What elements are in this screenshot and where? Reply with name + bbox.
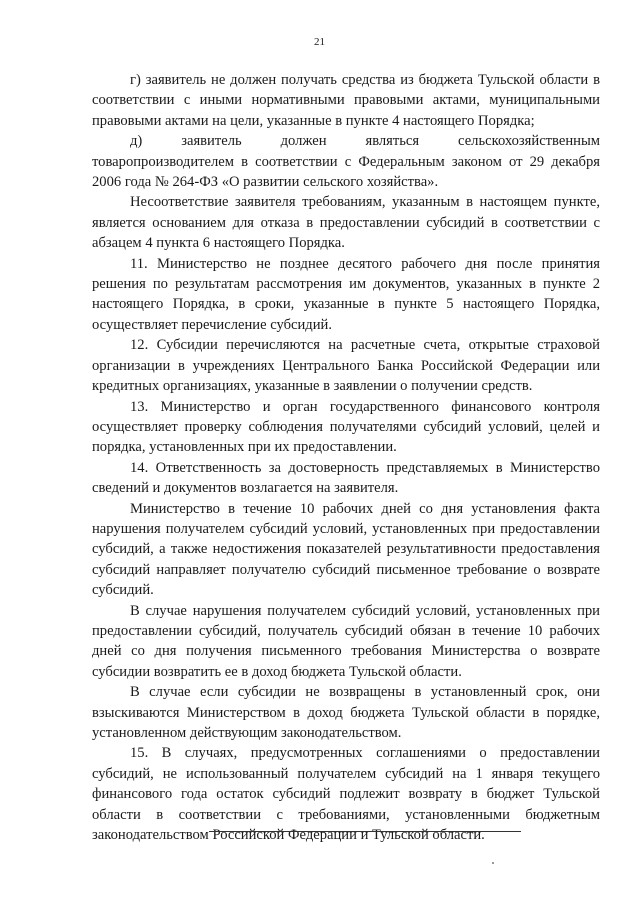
paragraph-12: 12. Субсидии перечисляются на расчетные счета, открытые страховой организации в учреждениях Центрального Банка Российской Федерации или кредитных организациях, указанные в заявлении о получении средств.	[92, 337, 600, 395]
paragraph-d: д) заявитель должен являться сельскохозяйственным товаропроизводителем в соответствии с Федеральным законом от 29 декабря 2006 года № 264-ФЗ «О развитии сельского хозяйства».	[92, 133, 600, 191]
paragraph-g: г) заявитель не должен получать средства из бюджета Тульской области в соответствии с иными нормативными правовыми актами, муниципальными правовыми актами на цели, указанные в пункте 4 настоящего Порядка;	[92, 72, 600, 129]
paragraph-nonconformity: Несоответствие заявителя требованиям, указанным в настоящем пункте, является основанием для отказа в предоставлении субсидий в соответствии с абзацем 4 пункта 6 настоящего Порядка.	[92, 194, 600, 252]
paragraph-ministry-requirement: Министерство в течение 10 рабочих дней со дня установления факта нарушения получателем субсидий условий, установленных при предоставлении субсидий, а также недостижения показателей результативности предоставления субсидий направляет получателю субсидий письменное требование о возврате субсидий.	[92, 500, 600, 599]
page-number: 21	[314, 36, 325, 48]
scan-speck	[492, 862, 494, 864]
paragraph-enforced-recovery: В случае если субсидии не возвращены в установленный срок, они взыскиваются Министерством в доход бюджета Тульской области в порядке, установленном действующим законодательством.	[92, 684, 600, 741]
paragraph-violation-return: В случае нарушения получателем субсидий условий, установленных при предоставлении субсидий, получатель субсидий обязан в течение 10 рабочих дней со дня получения письменного требования Министерства о возврате субсидии возвратить ее в доход бюджета Тульской области.	[92, 602, 600, 680]
paragraph-14: 14. Ответственность за достоверность представляемых в Министерство сведений и документов возлагается на заявителя.	[92, 459, 600, 497]
end-divider	[209, 831, 521, 832]
paragraph-11: 11. Министерство не позднее десятого рабочего дня после принятия решения по результатам рассмотрения им документов, указанных в пункте 2 настоящего Порядка, в сроки, указанные в пункте 5 настоящего Порядка, осуществляет перечисление субсидий.	[92, 255, 600, 333]
paragraph-13: 13. Министерство и орган государственного финансового контроля осуществляет проверку соблюдения получателями субсидий условий, целей и порядка, установленных при их предоставлении.	[92, 398, 600, 456]
document-body	[92, 70, 600, 845]
paragraph-15: 15. В случаях, предусмотренных соглашениями о предоставлении субсидий, не использованный получателем субсидий на 1 января текущего финансового года остаток субсидий подлежит возврату в бюджет Тульской области в соответствии с требованиями, установленными бюджетным законодательством Российской Федерации и Тульской области.	[92, 745, 600, 844]
